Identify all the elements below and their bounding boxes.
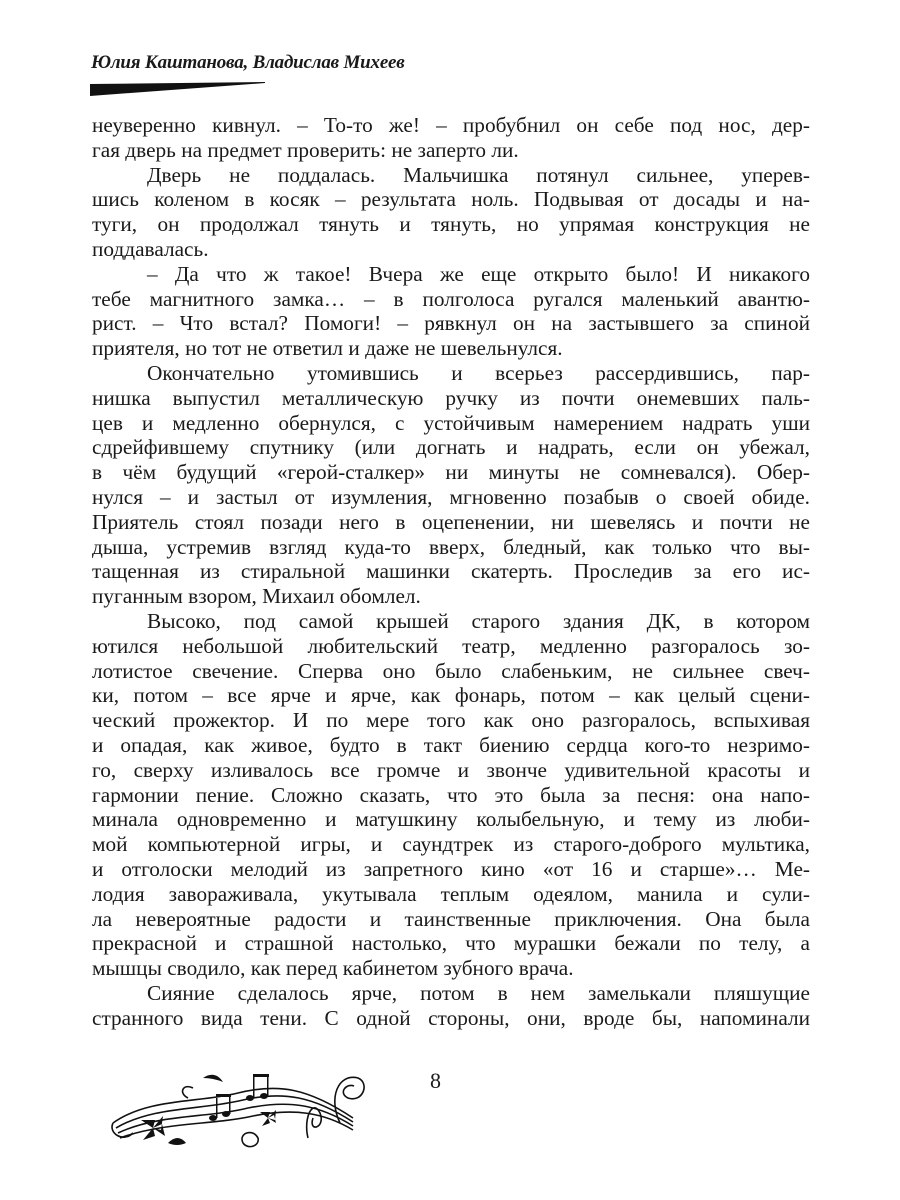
music-notes-ornament <box>108 1058 368 1158</box>
text-line: приятеля, но тот не ответил и даже не шевельнулся. <box>92 336 563 361</box>
text-line: тебе магнитного замка… – в полголоса ругался маленький авантю- <box>92 286 810 311</box>
text-line: тащенная из стиральной машинки скатерть. Проследив за его ис- <box>92 559 810 584</box>
text-line: странного вида тени. С одной стороны, они, вроде бы, напоминали <box>92 1005 810 1030</box>
text-line: Высоко, под самой крышей старого здания ДК, в котором <box>147 608 810 633</box>
text-line: минала одновременно и матушкину колыбельную, и тему из люби- <box>92 807 810 832</box>
text-line: лодия завораживала, укутывала теплым одеялом, манила и сули- <box>92 881 810 906</box>
text-line: Дверь не поддалась. Мальчишка потянул сильнее, уперев- <box>147 162 810 187</box>
text-line: туги, он продолжал тянуть и тянуть, но упрямая конструкция не <box>92 212 810 237</box>
text-line: Окончательно утомившись и всерьез рассердившись, пар- <box>147 360 810 385</box>
text-line: и опадая, как живое, будто в такт биению сердца кого-то незримо- <box>92 732 810 757</box>
text-line: – Да что ж такое! Вчера же еще открыто было! И никакого <box>147 261 810 286</box>
text-line: пуганным взором, Михаил обомлел. <box>92 584 421 609</box>
text-line: поддавалась. <box>92 236 209 261</box>
page-number: 8 <box>430 1068 441 1093</box>
text-line: гармонии пение. Сложно сказать, что это была за песня: она напо- <box>92 782 810 807</box>
text-line: дыша, устремив взгляд куда-то вверх, бледный, как только что вы- <box>92 534 810 559</box>
text-line: Сияние сделалось ярче, потом в нем замелькали пляшущие <box>147 980 810 1005</box>
text-line: нишка выпустил металлическую ручку из почти онемевших паль- <box>92 385 810 410</box>
text-line: гая дверь на предмет проверить: не заперто ли. <box>92 137 519 162</box>
text-line: ческий прожектор. И по мере того как оно разгоралось, вспыхивая <box>92 708 810 733</box>
text-line: неуверенно кивнул. – То-то же! – пробубнил он себе под нос, дер- <box>92 113 810 137</box>
text-line: мышцы сводило, как перед кабинетом зубного врача. <box>92 956 574 981</box>
text-line: цев и медленно обернулся, с устойчивым намерением надрать уши <box>92 410 810 435</box>
page-body-text <box>92 113 810 1030</box>
text-line: прекрасной и страшной настолько, что мурашки бежали по телу, а <box>92 931 810 956</box>
running-header-authors: Юлия Каштанова, Владислав Михеев <box>91 52 405 73</box>
text-line: и отголоски мелодий из запретного кино «от 16 и старше»… Ме- <box>92 856 810 881</box>
text-line: го, сверху изливалось все громче и звонче удивительной красоты и <box>92 757 810 782</box>
text-line: шись коленом в косяк – результата ноль. Подвывая от досады и на- <box>92 187 810 212</box>
text-line: мой компьютерной игры, и саундтрек из старого-доброго мультика, <box>92 832 810 857</box>
text-line: лотистое свечение. Сперва оно было слабеньким, не сильнее свеч- <box>92 658 810 683</box>
text-line: Приятель стоял позади него в оцепенении, ни шевелясь и почти не <box>92 509 810 534</box>
text-line: ки, потом – все ярче и ярче, как фонарь, потом – как целый сцени- <box>92 683 810 708</box>
text-line: нулся – и застыл от изумления, мгновенно позабыв о своей обиде. <box>92 484 810 509</box>
text-line: ютился небольшой любительский театр, медленно разгоралось зо- <box>92 633 810 658</box>
text-line: рист. – Что встал? Помоги! – рявкнул он на застывшего за спиной <box>92 311 810 336</box>
text-line: сдрейфившему спутнику (или догнать и надрать, если он убежал, <box>92 435 810 460</box>
text-line: в чём будущий «герой-сталкер» ни минуты не сомневался). Обер- <box>92 460 810 485</box>
text-line: ла невероятные радости и таинственные приключения. Она была <box>92 906 810 931</box>
header-wedge-rule <box>90 82 265 96</box>
